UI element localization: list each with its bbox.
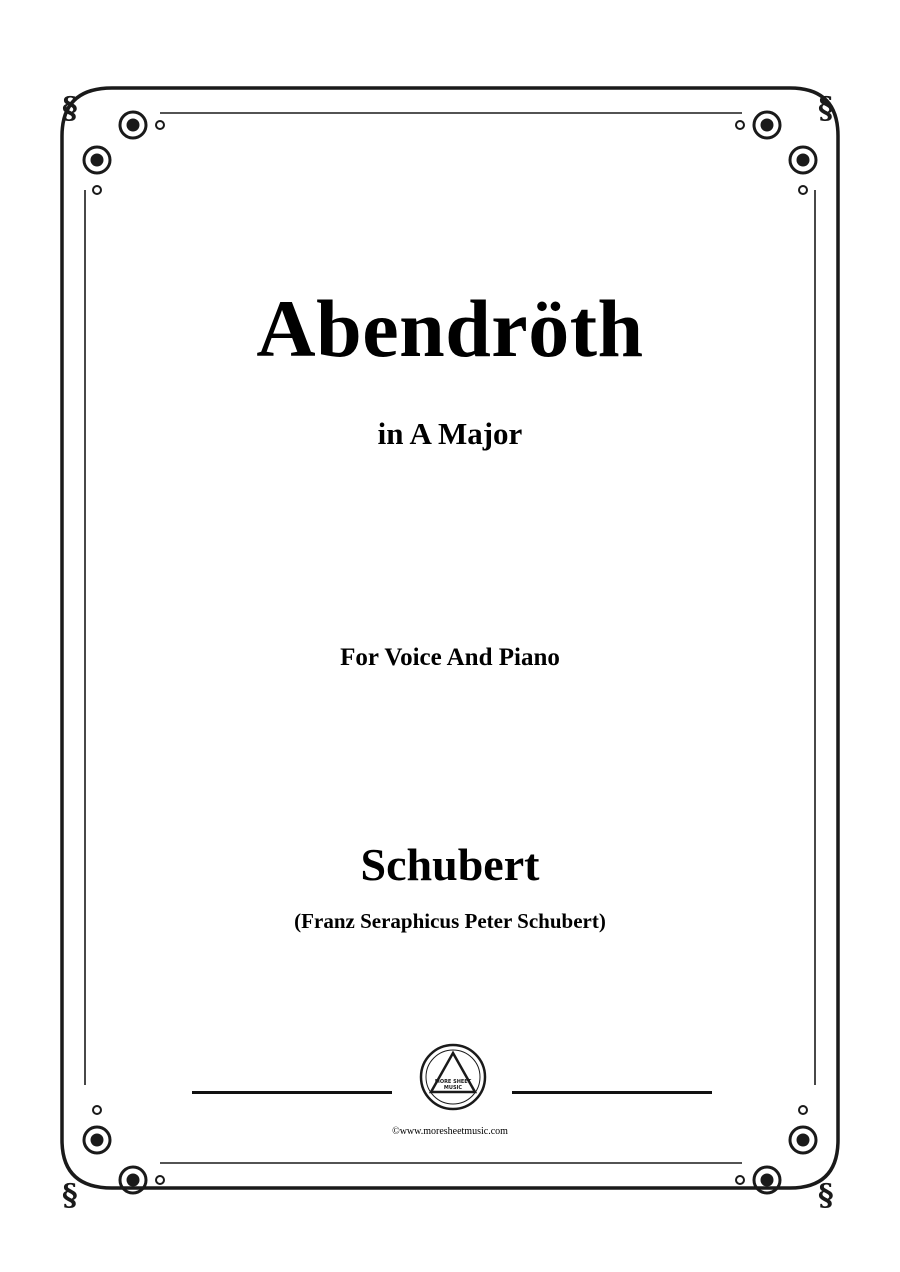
triangle-seal-logo-icon [418,1042,488,1112]
section-sign-icon: § [818,1178,834,1213]
corner-swirl-bottom-left [84,1106,164,1193]
corner-swirl-bottom-right [736,1106,816,1193]
section-sign-icon: § [62,91,78,126]
divider-right [512,1091,712,1094]
composer-full-name: (Franz Seraphicus Peter Schubert) [294,909,606,933]
svg-text:MORE SHEET: MORE SHEET [434,1079,472,1085]
key-subtitle: in A Major [377,416,523,451]
svg-text:MUSIC: MUSIC [443,1085,463,1091]
section-sign-icon: § [818,91,834,126]
corner-swirl-top-right [736,112,816,194]
divider-left [192,1091,392,1094]
corner-swirl-top-left [84,112,164,194]
copyright-notice: ©www.moresheetmusic.com [392,1126,508,1137]
section-sign-icon: § [62,1178,78,1213]
page-title: Abendröth [256,283,644,374]
instrumentation-label: For Voice And Piano [340,644,560,671]
composer-name: Schubert [360,839,540,890]
